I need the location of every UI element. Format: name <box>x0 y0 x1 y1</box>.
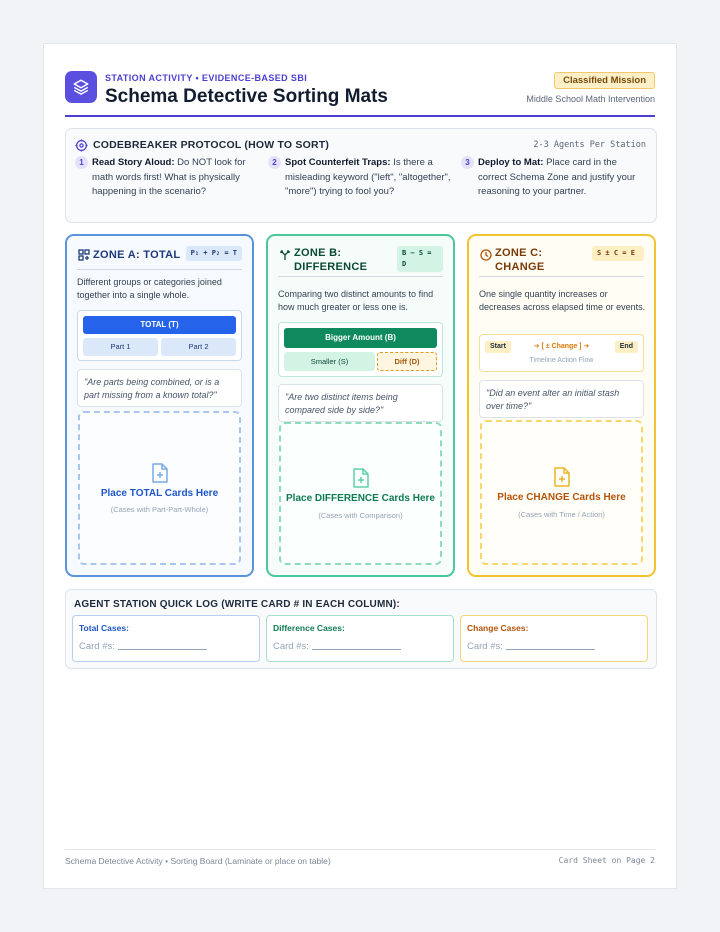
card-number-field[interactable] <box>273 641 401 652</box>
split-icon <box>279 249 291 261</box>
eyebrow-text: STATION ACTIVITY • EVIDENCE-BASED SBI <box>105 73 308 83</box>
drop-sublabel: (Cases with Time / Action) <box>518 510 605 519</box>
page-subtitle: Middle School Math Intervention <box>526 94 655 104</box>
part-2-bar: Part 2 <box>161 338 236 356</box>
card-number-field[interactable] <box>79 641 207 652</box>
protocol-step-2 <box>268 156 453 200</box>
protocol-step-3 <box>461 156 646 200</box>
step-text: Do NOT look for math words first! What is physically happening in the scenario? <box>92 157 246 197</box>
page-title: Schema Detective Sorting Mats <box>105 86 388 107</box>
step-text: Is there a misleading keyword ("left", "altogether", "more") trying to fool you? <box>285 157 451 197</box>
log-column-label: Total Cases: <box>79 623 129 633</box>
zone-formula: S ± C = E <box>592 246 644 261</box>
quick-log-panel <box>65 589 657 669</box>
file-plus-icon <box>352 468 370 488</box>
drop-sublabel: (Cases with Part-Part-Whole) <box>110 505 209 514</box>
zone-description: Different groups or categories joined together into a single whole. <box>77 277 222 300</box>
zone-title: ZONE A: TOTAL <box>93 249 181 261</box>
zone-description: Comparing two distinct amounts to find how much greater or less one is. <box>278 289 434 312</box>
zone-divider <box>77 269 242 270</box>
footer-note: Schema Detective Activity • Sorting Board (Laminate or place on table) <box>65 856 331 866</box>
timeline-caption: Timeline Action Flow <box>529 357 594 364</box>
difference-bar: Diff (D) <box>377 352 437 371</box>
bigger-amount-bar: Bigger Amount (B) <box>284 328 437 348</box>
protocol-step-1 <box>75 156 260 200</box>
drop-label: Place DIFFERENCE Cards Here <box>286 493 435 504</box>
footer-page-ref: Card Sheet on Page 2 <box>558 856 655 865</box>
zone-description: One single quantity increases or decreases across elapsed time or events. <box>479 289 646 312</box>
step-number: 1 <box>75 156 88 169</box>
drop-label: Place TOTAL Cards Here <box>100 488 219 499</box>
log-title: AGENT STATION QUICK LOG (WRITE CARD # IN EACH COLUMN): <box>74 599 400 610</box>
step-lead: Deploy to Mat: <box>478 157 544 168</box>
crosshair-icon <box>75 139 88 152</box>
part-1-bar: Part 1 <box>83 338 158 356</box>
worksheet-page <box>43 43 677 889</box>
card-number-label: Card #s: <box>273 641 309 652</box>
timeline-start: Start <box>485 341 511 353</box>
step-lead: Spot Counterfeit Traps: <box>285 157 391 168</box>
total-drop-zone[interactable] <box>78 411 241 565</box>
zone-question: "Are two distinct items being compared side by side?" <box>278 384 443 422</box>
classified-badge: Classified Mission <box>554 72 655 89</box>
smaller-amount-bar: Smaller (S) <box>284 352 375 371</box>
timeline-end: End <box>615 341 638 353</box>
zone-question: "Did an event alter an initial stash over time?" <box>479 380 644 418</box>
log-column-label: Change Cases: <box>467 623 529 633</box>
protocol-meta: 2-3 Agents Per Station <box>533 140 646 150</box>
file-plus-icon <box>553 467 571 487</box>
difference-drop-zone[interactable] <box>279 422 442 565</box>
total-cases-column[interactable] <box>72 615 260 662</box>
grid-icon <box>78 249 90 261</box>
difference-cases-column[interactable] <box>266 615 454 662</box>
zone-title: ZONE C: CHANGE <box>495 247 545 273</box>
zone-formula: P₁ + P₂ = T <box>186 246 242 261</box>
zone-divider <box>278 276 443 277</box>
drop-label: Place CHANGE Cards Here <box>497 492 626 503</box>
comparison-diagram <box>278 322 443 377</box>
zone-c-change <box>467 234 656 577</box>
protocol-title: CODEBREAKER PROTOCOL (HOW TO SORT) <box>93 139 330 151</box>
change-cases-column[interactable] <box>460 615 648 662</box>
timeline-change: ➔ [ ± Change ] ➔ <box>533 343 590 350</box>
zone-title: ZONE B: DIFFERENCE <box>294 247 368 273</box>
step-number: 2 <box>268 156 281 169</box>
zone-b-difference <box>266 234 455 577</box>
card-number-label: Card #s: <box>467 641 503 652</box>
footer-divider <box>65 849 655 850</box>
change-drop-zone[interactable] <box>480 420 643 565</box>
zone-a-total <box>65 234 254 577</box>
file-plus-icon <box>151 463 169 483</box>
step-text: Place card in the correct Schema Zone and justify your reasoning to your partner. <box>478 157 636 197</box>
timeline-diagram <box>479 334 644 372</box>
step-lead: Read Story Aloud: <box>92 157 175 168</box>
zone-divider <box>479 276 644 277</box>
layers-icon <box>65 71 97 103</box>
card-number-label: Card #s: <box>79 641 115 652</box>
clock-icon <box>480 249 492 261</box>
drop-sublabel: (Cases with Comparison) <box>318 511 403 520</box>
log-column-label: Difference Cases: <box>273 623 345 633</box>
header-divider <box>65 115 655 117</box>
zone-question: "Are parts being combined, or is a part missing from a known total?" <box>77 369 242 407</box>
part-part-whole-diagram <box>77 310 242 361</box>
step-number: 3 <box>461 156 474 169</box>
protocol-panel <box>65 128 657 223</box>
total-bar: TOTAL (T) <box>83 316 236 334</box>
zone-formula: B − S = D <box>397 246 443 272</box>
card-number-field[interactable] <box>467 641 595 652</box>
